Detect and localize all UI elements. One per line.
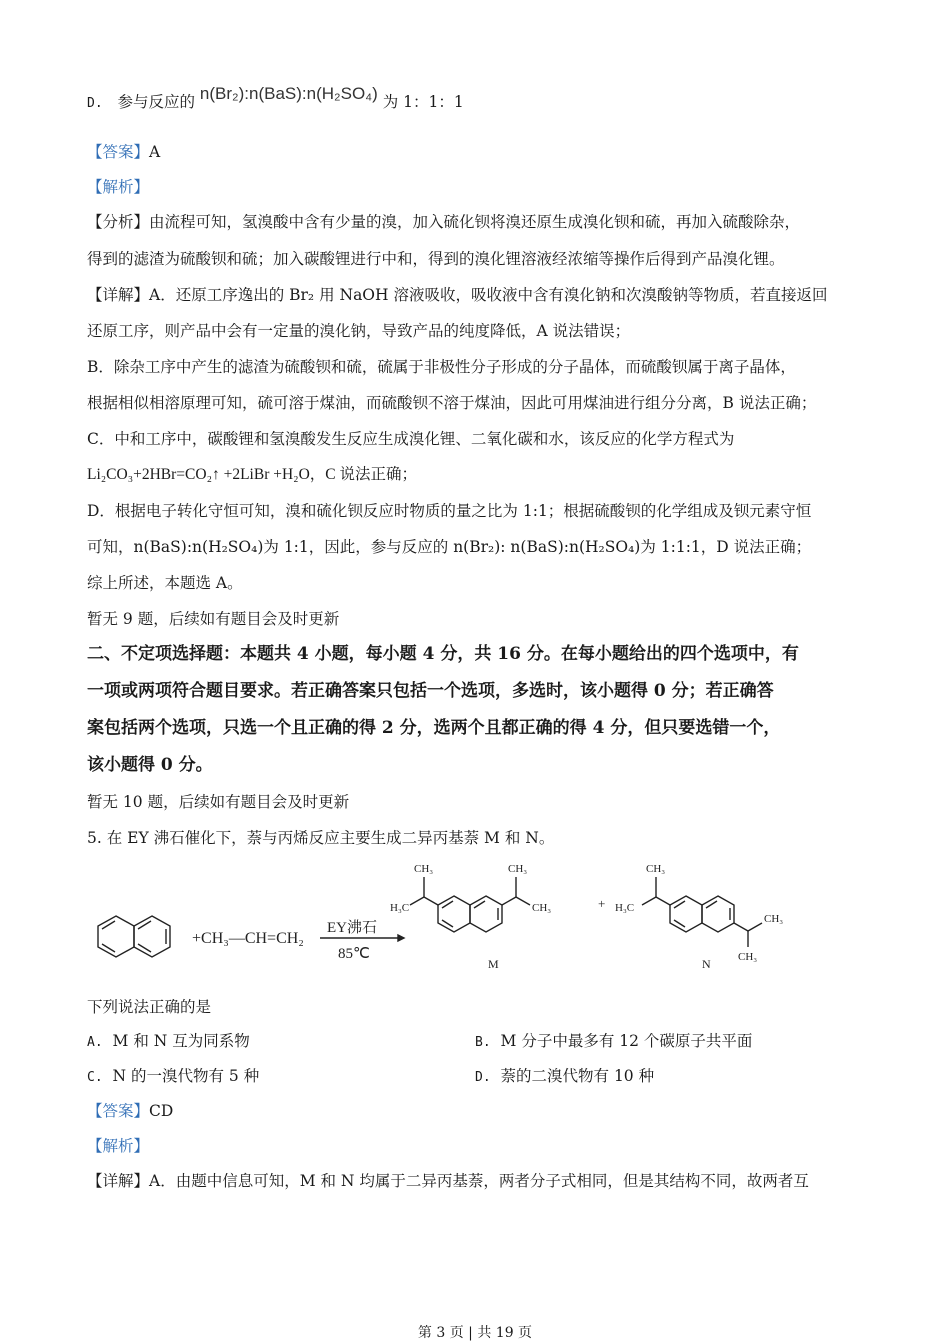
option-b-label: B. bbox=[475, 1035, 491, 1050]
q5-answer-line bbox=[87, 1101, 173, 1121]
option-a-label: A. bbox=[87, 1035, 103, 1050]
plus-sign: + bbox=[598, 896, 606, 911]
reagent-text: +CH₃—CH=CH₂ bbox=[192, 930, 304, 947]
q5-answer-tag: 【答案】 bbox=[87, 1102, 150, 1120]
q5-prompt: 下列说法正确的是 bbox=[87, 998, 212, 1016]
option-d-text-q5: 萘的二溴代物有 10 种 bbox=[500, 1067, 655, 1085]
label-m: M bbox=[488, 957, 499, 971]
n-ch3-top: CH₃ bbox=[646, 863, 666, 875]
fenxi-line-1 bbox=[87, 212, 800, 232]
n-ch3-bottom: CH₃ bbox=[738, 951, 758, 963]
q5-option-c[interactable] bbox=[87, 1066, 259, 1088]
option-d-formula: n(Br₂):n(BaS):n(H₂SO₄) bbox=[199, 84, 378, 103]
m-ch3-top-left: CH₃ bbox=[414, 863, 434, 875]
label-n: N bbox=[702, 957, 711, 971]
option-d-label: D. bbox=[87, 96, 103, 111]
option-d-prefix: 参与反应的 bbox=[117, 93, 195, 111]
option-d-label-q5: D. bbox=[475, 1070, 491, 1085]
detail-c-line-1: C．中和工序中，碳酸锂和氢溴酸发生反应生成溴化锂、二氧化碳和水，该反应的化学方程式为 bbox=[87, 430, 735, 448]
detail-c-line-2: Li₂CO₃+2HBr=CO₂↑ +2LiBr +H₂O，C 说法正确； bbox=[87, 466, 417, 483]
m-h3c-left: H₃C bbox=[390, 902, 410, 914]
detail-a-line-1 bbox=[87, 285, 827, 305]
detail-b-line-2: 根据相似相溶原理可知，硫可溶于煤油，而硫酸钡不溶于煤油，因此可用煤油进行组分分离，B 说法正确； bbox=[87, 394, 817, 412]
section-heading-line-3: 案包括两个选项，只选一个且正确的得 2 分，选两个且都正确的得 4 分，但只要选错一个， bbox=[87, 718, 781, 738]
page-footer: 第 3 页 | 共 19 页 bbox=[417, 1325, 533, 1341]
reaction-scheme bbox=[80, 852, 820, 982]
option-d-suffix: 为 1：1：1 bbox=[382, 93, 464, 111]
product-m-structure bbox=[410, 877, 530, 932]
q5-option-b[interactable] bbox=[475, 1031, 752, 1053]
summary-line: 综上所述，本题选 A。 bbox=[87, 574, 243, 592]
q5-analysis-tag: 【解析】 bbox=[87, 1137, 150, 1155]
option-c-label: C. bbox=[87, 1070, 103, 1085]
option-d bbox=[87, 84, 464, 114]
m-ch3-right: CH₃ bbox=[532, 902, 552, 914]
answer-line bbox=[87, 142, 160, 162]
detail-tag: 【详解】 bbox=[87, 286, 150, 304]
q5-detail-tag: 【详解】 bbox=[87, 1172, 150, 1190]
option-c-text: N 的一溴代物有 5 种 bbox=[112, 1067, 260, 1085]
detail-d-line-1: D．根据电子转化守恒可知，溴和硫化钡反应时物质的量之比为 1:1；根据硫酸钡的化学组成及钡元素守恒 bbox=[87, 502, 812, 520]
option-b-text: M 分子中最多有 12 个碳原子共平面 bbox=[500, 1032, 753, 1050]
detail-d-line-2: 可知，n(BaS):n(H₂SO₄)为 1:1，因此，参与反应的 n(Br₂): n(BaS):n(H₂SO₄)为 1:1:1，D 说法正确； bbox=[87, 538, 812, 556]
answer-tag: 【答案】 bbox=[87, 143, 150, 161]
fenxi-text-1: 由流程可知，氢溴酸中含有少量的溴，加入硫化钡将溴还原生成溴化钡和硫，再加入硫酸除杂， bbox=[149, 213, 801, 231]
section-heading-line-2: 一项或两项符合题目要求。若正确答案只包括一个选项，多选时，该小题得 0 分；若正确答 bbox=[87, 681, 774, 701]
q5-option-d[interactable] bbox=[475, 1066, 654, 1088]
q5-stem: 5. 在 EY 沸石催化下，萘与丙烯反应主要生成二异丙基萘 M 和 N。 bbox=[87, 829, 555, 847]
q5-detail-line-1 bbox=[87, 1171, 809, 1191]
q5-answer-value: CD bbox=[149, 1102, 174, 1120]
analysis-tag-line bbox=[87, 177, 149, 197]
fenxi-tag: 【分析】 bbox=[87, 213, 150, 231]
analysis-tag: 【解析】 bbox=[87, 178, 150, 196]
section-heading-line-4: 该小题得 0 分。 bbox=[87, 755, 213, 775]
answer-value: A bbox=[149, 143, 161, 161]
note-q9: 暂无 9 题，后续如有题目会及时更新 bbox=[87, 610, 340, 628]
section-heading-line-1: 二、不定项选择题：本题共 4 小题，每小题 4 分，共 16 分。在每小题给出的四个选项中，有 bbox=[87, 644, 799, 664]
n-ch3-right: CH₃ bbox=[764, 913, 784, 925]
catalyst-text: EY沸石 bbox=[327, 920, 377, 936]
fenxi-line-2: 得到的滤渣为硫酸钡和硫；加入碳酸锂进行中和，得到的溴化锂溶液经浓缩等操作后得到产品溴化锂。 bbox=[87, 250, 785, 268]
m-ch3-top-right: CH₃ bbox=[508, 863, 528, 875]
q5-detail-a-text: A．由题中信息可知，M 和 N 均属于二异丙基萘，两者分子式相同，但是其结构不同，故两者互 bbox=[149, 1172, 809, 1190]
note-q10: 暂无 10 题，后续如有题目会及时更新 bbox=[87, 793, 350, 811]
detail-b-line-1: B．除杂工序中产生的滤渣为硫酸钡和硫，硫属于非极性分子形成的分子晶体，而硫酸钡属于离子晶体， bbox=[87, 358, 796, 376]
q5-analysis-line bbox=[87, 1136, 149, 1156]
naphthalene-structure bbox=[98, 916, 170, 957]
product-n-structure bbox=[642, 877, 762, 947]
q5-option-a[interactable] bbox=[87, 1031, 250, 1053]
detail-a-text-1: A．还原工序逸出的 Br₂ 用 NaOH 溶液吸收，吸收液中含有溴化钠和次溴酸钠等物质，若直接返回 bbox=[149, 286, 828, 304]
n-h3c-left: H₃C bbox=[615, 902, 635, 914]
temperature-text: 85℃ bbox=[338, 946, 370, 962]
detail-a-line-2: 还原工序，则产品中会有一定量的溴化钠，导致产品的纯度降低，A 说法错误； bbox=[87, 322, 631, 340]
option-a-text: M 和 N 互为同系物 bbox=[112, 1032, 250, 1050]
